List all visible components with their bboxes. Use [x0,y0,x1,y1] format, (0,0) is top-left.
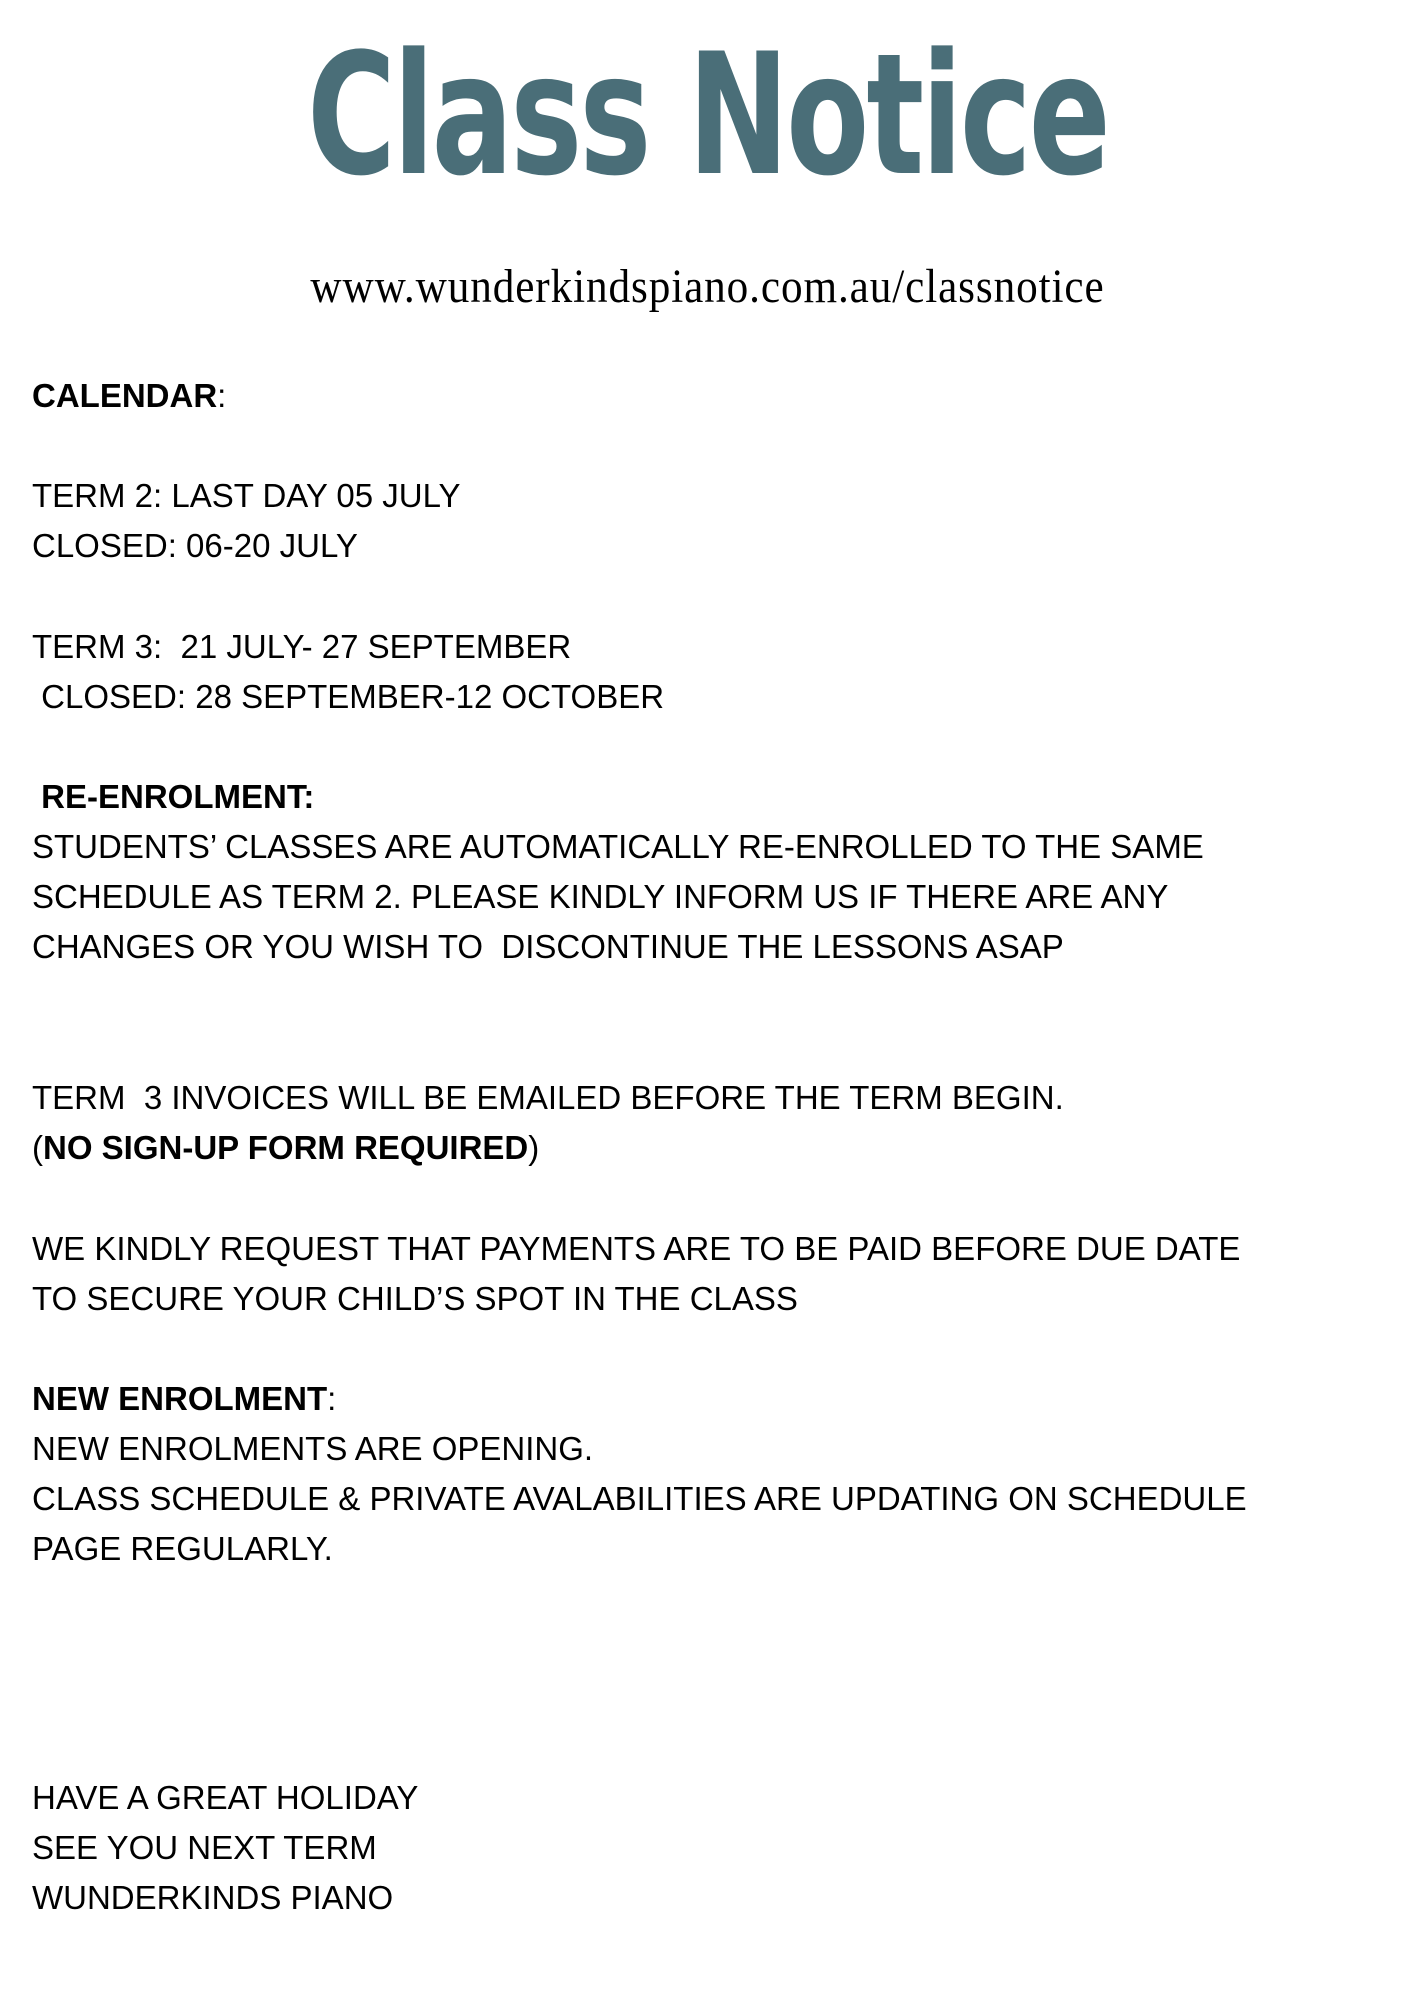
paren: ( [32,1129,43,1166]
signoff-line: WUNDERKINDS PIANO [32,1879,394,1916]
payment-line: TO SECURE YOUR CHILD’S SPOT IN THE CLASS [32,1280,798,1317]
calendar-line: TERM 2: LAST DAY 05 JULY [32,477,461,514]
colon: : [327,1380,337,1417]
reenrolment-line: SCHEDULE AS TERM 2. PLEASE KINDLY INFORM US IF THERE ARE ANY [32,878,1169,915]
calendar-line: CLOSED: 28 SEPTEMBER-12 OCTOBER [32,678,665,715]
new-enrolment-line: NEW ENROLMENTS ARE OPENING. [32,1430,594,1467]
reenrolment-heading [32,777,314,817]
colon: : [217,377,227,414]
no-signup-text: NO SIGN-UP FORM REQUIRED [43,1129,529,1166]
new-enrolment-line: PAGE REGULARLY. [32,1530,333,1567]
calendar-heading [32,376,226,416]
page-title: Class Notice [307,17,1108,213]
paren: ) [528,1129,540,1166]
notice-url[interactable]: www.wunderkindspiano.com.au/classnotice [310,260,1105,313]
new-enrolment-line: CLASS SCHEDULE & PRIVATE AVALABILITIES ARE UPDATING ON SCHEDULE [32,1480,1247,1517]
reenrolment-heading-text: RE-ENROLMENT: [32,778,315,815]
signoff-line: SEE YOU NEXT TERM [32,1829,377,1866]
new-enrolment-heading-text: NEW ENROLMENT [32,1380,328,1417]
no-signup-line [32,1128,539,1168]
calendar-line: CLOSED: 06-20 JULY [32,527,358,564]
reenrolment-line: CHANGES OR YOU WISH TO DISCONTINUE THE LESSONS ASAP [32,928,1064,965]
signoff-line: HAVE A GREAT HOLIDAY [32,1779,419,1816]
invoices-line: TERM 3 INVOICES WILL BE EMAILED BEFORE THE TERM BEGIN. [32,1079,1064,1116]
payment-line: WE KINDLY REQUEST THAT PAYMENTS ARE TO BE PAID BEFORE DUE DATE [32,1230,1241,1267]
new-enrolment-heading [32,1379,336,1419]
calendar-line: TERM 3: 21 JULY- 27 SEPTEMBER [32,628,572,665]
reenrolment-line: STUDENTS’ CLASSES ARE AUTOMATICALLY RE-ENROLLED TO THE SAME [32,828,1204,865]
calendar-heading-text: CALENDAR [32,377,218,414]
